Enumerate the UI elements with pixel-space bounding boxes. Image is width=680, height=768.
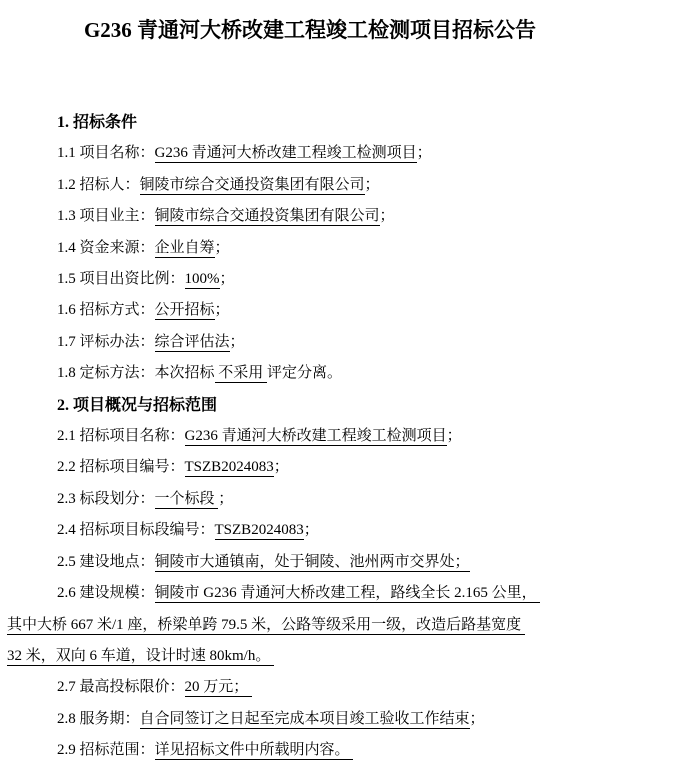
item-suffix: ； [218,490,234,507]
item-label: 2.8 服务期： [57,710,140,727]
item-label: 2.9 招标范围： [57,742,155,759]
item-label: 1.2 招标人： [57,176,140,193]
item-suffix: ； [364,176,380,193]
section-heading-1: 1. 招标条件 [57,114,138,131]
item-value-underlined: TSZB2024083 [214,522,304,539]
list-item-1-8 [7,358,672,389]
item-value-underlined: 不采用 [214,365,268,382]
continuation-line-1 [7,610,672,641]
item-value-underlined: G236 青通河大桥改建工程竣工检测项目 [154,145,417,162]
item-value-underlined: 100% [184,271,220,288]
list-item-2-5 [7,547,672,578]
list-item-1-7 [7,327,672,358]
item-label: 1.6 招标方式： [57,302,155,319]
item-suffix: ； [214,239,230,256]
item-suffix: ； [469,710,485,727]
item-suffix: ； [303,522,319,539]
item-value-underlined: TSZB2024083 [184,459,274,476]
list-item-2-3 [7,484,672,515]
item-value-underlined: G236 青通河大桥改建工程竣工检测项目 [184,428,447,445]
item-value-underlined: 铜陵市 G236 青通河大桥改建工程，路线全长 2.165 公里， [154,585,541,602]
item-value-underlined: 20 万元； [184,679,253,696]
list-item-1-5 [7,264,672,295]
item-value-underlined: 企业自筹 [154,239,215,256]
tender-announcement-document [0,14,680,768]
item-label: 1.7 评标办法： [57,333,155,350]
item-suffix: ； [229,333,245,350]
item-label: 2.2 招标项目编号： [57,459,185,476]
item-label: 1.4 资金来源： [57,239,155,256]
section-heading-2: 2. 项目概况与招标范围 [57,396,218,414]
item-value-underlined: 详见招标文件中所载明内容。 [154,742,354,759]
item-suffix: ； [214,302,230,319]
list-item-1-4 [7,233,672,264]
item-value-underlined: 自合同签订之日起至完成本项目竣工验收工作结束 [139,710,470,727]
list-item-1-2 [7,170,672,201]
item-value-underlined: 铜陵市综合交通投资集团有限公司 [154,208,380,225]
document-title: G236 青通河大桥改建工程竣工检测项目招标公告 [83,18,537,42]
list-item-2-9 [7,735,672,766]
list-item-2-8 [7,704,672,735]
item-suffix: ； [219,271,235,288]
item-value-underlined: 综合评估法 [154,333,230,350]
item-value-underlined: 32 米，双向 6 车道，设计时速 80km/h。 [7,647,275,664]
item-value-underlined: 铜陵市综合交通投资集团有限公司 [139,176,365,193]
item-value-underlined: 其中大桥 667 米/1 座，桥梁单跨 79.5 米，公路等级采用一级，改造后路基宽度 [7,616,525,633]
continuation-line-2 [7,641,672,672]
item-suffix: 评定分离。 [267,365,343,382]
list-item-1-1 [7,138,672,169]
item-value-underlined: 一个标段 [154,490,219,507]
list-item-2-6 [7,578,672,609]
item-label: 1.1 项目名称： [57,145,155,162]
list-item-2-7 [7,672,672,703]
list-item-2-4 [7,515,672,546]
list-item-1-6 [7,295,672,326]
item-label: 2.6 建设规模： [57,585,155,602]
item-suffix: ； [446,428,462,445]
list-item-2-1 [7,421,672,452]
item-label: 2.7 最高投标限价： [57,679,185,696]
item-suffix: ； [273,459,289,476]
item-suffix: ； [416,145,432,162]
item-suffix: ； [379,208,395,225]
item-label: 1.3 项目业主： [57,208,155,225]
item-label: 2.4 招标项目标段编号： [57,522,215,539]
item-label: 1.8 定标方法：本次招标 [57,365,215,382]
item-label: 2.1 招标项目名称： [57,428,185,445]
list-item-2-2 [7,452,672,483]
item-label: 1.5 项目出资比例： [57,271,185,288]
list-item-1-3 [7,201,672,232]
document-body [0,107,680,767]
item-label: 2.5 建设地点： [57,553,155,570]
item-value-underlined: 铜陵市大通镇南，处于铜陵、池州两市交界处； [154,553,470,570]
item-label: 2.3 标段划分： [57,490,155,507]
item-value-underlined: 公开招标 [154,302,215,319]
